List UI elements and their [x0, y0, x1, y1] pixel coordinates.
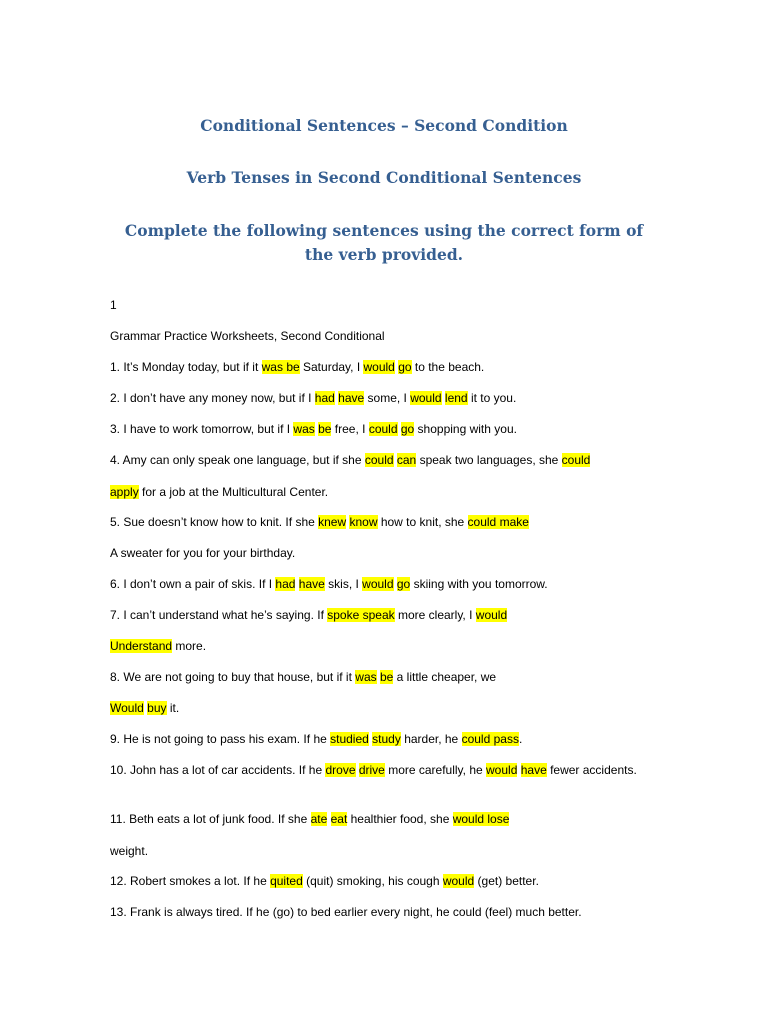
highlighted-answer: would [442, 874, 475, 888]
page-number: 1 [110, 298, 117, 312]
highlighted-answer: go [398, 360, 412, 374]
sentence-text: 1. It’s Monday today, but if it [110, 360, 262, 374]
highlighted-answer: Understand [110, 639, 173, 653]
highlighted-answer: quited [270, 874, 303, 888]
sentence-text: 12. Robert smokes a lot. If he [110, 874, 271, 888]
exercise-line [110, 700, 179, 716]
exercise-line [110, 904, 582, 920]
sentence-text: more carefully, he [384, 763, 487, 777]
highlighted-answer: would [363, 360, 395, 374]
exercise-line [110, 669, 496, 685]
sentence-text: more clearly, I [394, 608, 476, 622]
highlighted-answer: would [486, 763, 518, 777]
sentence-text: more. [172, 639, 207, 653]
sentence-text: (get) better. [474, 874, 539, 888]
sentence-text: 13. Frank is always tired. If he (go) to bed earlier every night, he could (feel) much better. [110, 905, 582, 919]
highlighted-answer: Would [110, 701, 144, 715]
page-subtitle: Verb Tenses in Second Conditional Sentences [186, 168, 582, 187]
sentence-text: shopping with you. [414, 422, 517, 436]
exercise-line [110, 576, 548, 592]
sentence-text: free, I [331, 422, 369, 436]
exercise-line [110, 638, 206, 654]
exercise-line [110, 731, 522, 747]
sentence-text: skiing with you tomorrow. [410, 577, 548, 591]
sentence-text: healthier food, she [347, 812, 453, 826]
exercise-line [110, 359, 484, 375]
sentence-text: 4. Amy can only speak one language, but if she [110, 453, 365, 467]
exercise-line [110, 514, 529, 530]
sentence-text: harder, he [400, 732, 462, 746]
highlighted-answer: can [396, 453, 417, 467]
highlighted-answer: ate [310, 812, 328, 826]
highlighted-answer: would lose [452, 812, 510, 826]
highlighted-answer: was [355, 670, 377, 684]
sentence-text: Saturday, I [299, 360, 364, 374]
exercise-line [110, 421, 517, 437]
highlighted-answer: could [368, 422, 398, 436]
highlighted-answer: would [362, 577, 394, 591]
sentence-text: A sweater for you for your birthday. [110, 546, 296, 560]
highlighted-answer: drove [325, 763, 356, 777]
sentence-text: for a job at the Multicultural Center. [138, 485, 329, 499]
highlighted-answer: was [293, 422, 315, 436]
highlighted-answer: buy [147, 701, 167, 715]
highlighted-answer: had [314, 391, 335, 405]
exercise-line [110, 607, 507, 623]
highlighted-answer: drive [358, 763, 385, 777]
page-title: Conditional Sentences – Second Condition [200, 116, 568, 135]
sentence-text: 2. I don’t have any money now, but if I [110, 391, 315, 405]
exercise-line [110, 811, 509, 827]
exercise-line [110, 762, 670, 778]
exercise-line [110, 452, 590, 468]
highlighted-answer: could pass [461, 732, 519, 746]
exercise-line [110, 843, 148, 859]
sentence-text: skis, I [324, 577, 363, 591]
highlighted-answer: apply [110, 485, 139, 499]
sentence-text: . [518, 732, 523, 746]
highlighted-answer: lend [444, 391, 468, 405]
sentence-text: 11. Beth eats a lot of junk food. If she [110, 812, 311, 826]
highlighted-answer: could [364, 453, 394, 467]
sentence-text: speak two languages, she [416, 453, 562, 467]
sentence-text: weight. [110, 844, 149, 858]
sentence-text: 9. He is not going to pass his exam. If he [110, 732, 331, 746]
sentence-text: some, I [364, 391, 411, 405]
sentence-text: (quit) smoking, his cough [302, 874, 443, 888]
sentence-text: to the beach. [411, 360, 485, 374]
highlighted-answer: have [520, 763, 547, 777]
exercise-line [110, 545, 295, 561]
sentence-text: it. [166, 701, 180, 715]
highlighted-answer: be [318, 422, 332, 436]
sentence-text: 6. I don’t own a pair of skis. If I [110, 577, 276, 591]
sentence-text: it to you. [467, 391, 517, 405]
highlighted-answer: go [396, 577, 411, 591]
highlighted-answer: have [338, 391, 365, 405]
highlighted-answer: spoke speak [327, 608, 395, 622]
highlighted-answer: would [410, 391, 442, 405]
highlighted-answer: would [475, 608, 508, 622]
exercise-line [110, 484, 328, 500]
highlighted-answer: go [400, 422, 415, 436]
sentence-text: 8. We are not going to buy that house, but if it [110, 670, 356, 684]
sentence-text: how to knit, she [377, 515, 468, 529]
sentence-text: a little cheaper, we [393, 670, 497, 684]
sentence-text: 5. Sue doesn’t know how to knit. If she [110, 515, 319, 529]
highlighted-answer: could make [467, 515, 529, 529]
highlighted-answer: know [349, 515, 378, 529]
sentence-text: fewer accidents. [546, 763, 637, 777]
sentence-text: 3. I have to work tomorrow, but if I [110, 422, 294, 436]
highlighted-answer: knew [318, 515, 347, 529]
worksheet-title: Grammar Practice Worksheets, Second Conditional [110, 329, 385, 343]
highlighted-answer: have [298, 577, 325, 591]
exercise-line [110, 873, 539, 889]
highlighted-answer: eat [330, 812, 348, 826]
highlighted-answer: study [372, 732, 401, 746]
highlighted-answer: could [561, 453, 591, 467]
highlighted-answer: studied [330, 732, 369, 746]
highlighted-answer: was be [261, 360, 300, 374]
exercise-line [110, 390, 516, 406]
instruction-heading: Complete the following sentences using the correct form of the verb provided. [124, 221, 644, 264]
sentence-text: 7. I can’t understand what he’s saying. If [110, 608, 328, 622]
highlighted-answer: had [275, 577, 296, 591]
highlighted-answer: be [379, 670, 394, 684]
sentence-text: 10. John has a lot of car accidents. If he [110, 763, 326, 777]
